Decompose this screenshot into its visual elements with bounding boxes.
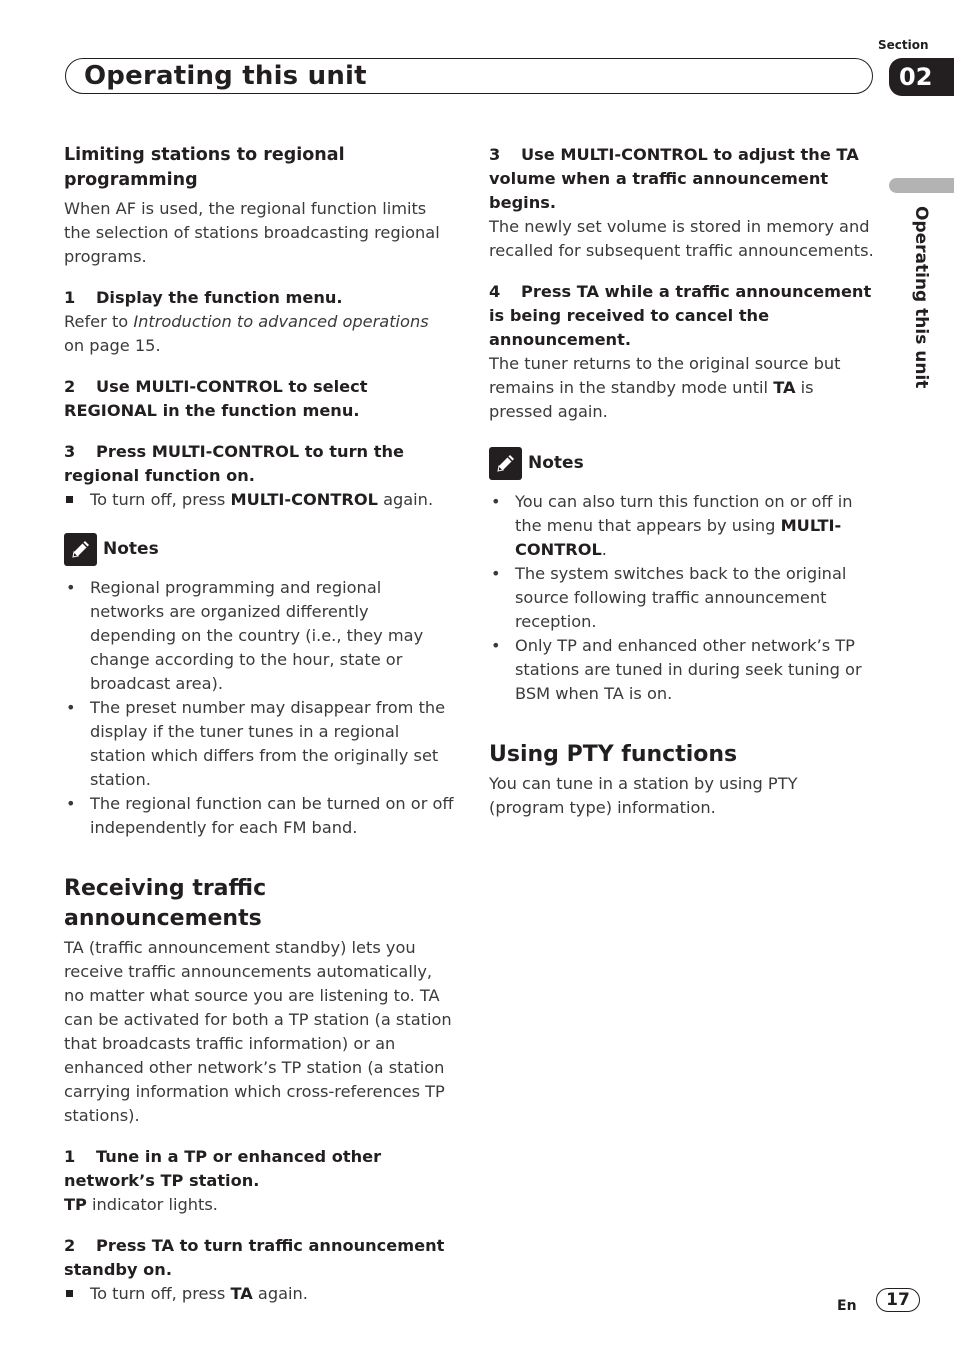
traffic-step-4 <box>489 280 879 352</box>
note-text: The system switches back to the original source following traffic announcement reception. <box>515 564 847 631</box>
traffic-step-1-body <box>64 1193 454 1217</box>
bullet-icon: • <box>66 794 76 813</box>
notes-header <box>489 446 879 480</box>
right-column <box>489 143 879 820</box>
side-tab-label: Operating this unit <box>911 206 931 389</box>
body-text: on page 15. <box>64 336 161 355</box>
bullet-icon: • <box>491 636 501 655</box>
traffic-step-3 <box>489 143 879 215</box>
step-text: Press MULTI-CONTROL to turn the regional function on. <box>64 442 404 485</box>
limiting-step-3-bullets <box>64 488 454 512</box>
notes-header <box>64 532 454 566</box>
pty-heading: Using PTY functions <box>489 742 738 767</box>
pty-body: You can tune in a station by using PTY (program type) information. <box>489 774 798 817</box>
step-text: Use MULTI-CONTROL to select REGIONAL in the function menu. <box>64 377 368 420</box>
bullet-icon: • <box>66 698 76 717</box>
list-item <box>489 490 879 562</box>
page-title: Operating this unit <box>84 61 367 91</box>
indicator-name: TP <box>64 1195 87 1214</box>
limiting-step-2 <box>64 375 454 423</box>
square-bullet-icon <box>66 496 73 503</box>
note-text: . <box>601 540 607 559</box>
left-column <box>64 143 454 1306</box>
step-number: 3 <box>489 145 501 164</box>
list-item <box>64 576 454 696</box>
list-item <box>64 488 454 512</box>
notes-pencil-icon <box>489 447 522 480</box>
traffic-step-2-bullets <box>64 1282 454 1306</box>
step-number: 1 <box>64 288 76 307</box>
note-text: Only TP and enhanced other network’s TP stations are tuned in during seek tuning or BSM when TA is on. <box>515 636 862 703</box>
body-text: To turn off, press <box>90 1284 231 1303</box>
step-number: 1 <box>64 1147 76 1166</box>
traffic-heading: Receiving traffic announcements <box>64 876 267 931</box>
note-text: The regional function can be turned on or off independently for each FM band. <box>90 794 454 837</box>
body-text: The tuner returns to the original source but remains in the standby mode until <box>489 354 841 397</box>
limiting-step-1 <box>64 286 454 310</box>
button-name: MULTI-CONTROL <box>515 516 842 559</box>
traffic-step-4-body <box>489 352 879 424</box>
button-name: MULTI-CONTROL <box>230 490 378 509</box>
step-number: 2 <box>64 1236 76 1255</box>
notes-pencil-icon <box>64 533 97 566</box>
body-text: again. <box>252 1284 308 1303</box>
list-item <box>489 634 879 706</box>
body-text: Refer to <box>64 312 134 331</box>
step-text: Press TA to turn traffic announcement standby on. <box>64 1236 445 1279</box>
traffic-intro: TA (traffic announcement standby) lets you receive traffic announcements automatically, no matter what source you are listening to. TA can be activated for both a TP station (a station that broadcasts traffic information) or an enhanced other network’s TP station (a station carrying information which cross-references TP stations). <box>64 938 452 1125</box>
note-text: Regional programming and regional networks are organized differently depending on the country (i.e., they may change according to the hour, state or broadcast area). <box>90 578 424 693</box>
page-number: 17 <box>876 1288 920 1312</box>
traffic-step-2 <box>64 1234 454 1282</box>
language-label: En <box>837 1298 857 1314</box>
traffic-step-3-body: The newly set volume is stored in memory and recalled for subsequent traffic announcements. <box>489 217 874 260</box>
list-item <box>489 562 879 634</box>
side-tab-marker <box>889 178 954 193</box>
limiting-intro: When AF is used, the regional function limits the selection of stations broadcasting regional programs. <box>64 199 440 266</box>
section-label: Section <box>878 38 929 52</box>
step-number: 3 <box>64 442 76 461</box>
notes-label: Notes <box>103 539 159 559</box>
body-text: is pressed again. <box>489 378 814 421</box>
body-text: again. <box>377 490 434 509</box>
notes-label: Notes <box>528 453 584 473</box>
note-text: You can also turn this function on or off in the menu that appears by using <box>515 492 853 535</box>
limiting-step-1-body <box>64 310 434 358</box>
limiting-heading: Limiting stations to regional programming <box>64 145 345 190</box>
section-number: 02 <box>899 63 933 91</box>
square-bullet-icon <box>66 1290 73 1297</box>
body-text: indicator lights. <box>86 1195 218 1214</box>
bullet-icon: • <box>66 578 76 597</box>
limiting-step-3 <box>64 440 454 488</box>
note-text: The preset number may disappear from the display if the tuner tunes in a regional station which differs from the originally set station. <box>90 698 446 789</box>
step-text: Tune in a TP or enhanced other network’s TP station. <box>64 1147 382 1190</box>
list-item <box>64 696 454 792</box>
traffic-notes <box>489 490 879 706</box>
button-name: TA <box>773 378 796 397</box>
traffic-step-1 <box>64 1145 454 1193</box>
cross-reference: Introduction to advanced operations <box>133 312 429 331</box>
step-number: 2 <box>64 377 76 396</box>
bullet-icon: • <box>491 564 501 583</box>
body-text: To turn off, press <box>90 490 231 509</box>
step-text: Press TA while a traffic announcement is being received to cancel the announcement. <box>489 282 872 349</box>
step-text: Display the function menu. <box>96 288 343 307</box>
list-item <box>64 792 454 840</box>
button-name: TA <box>230 1284 253 1303</box>
limiting-notes <box>64 576 454 840</box>
step-text: Use MULTI-CONTROL to adjust the TA volume when a traffic announcement begins. <box>489 145 859 212</box>
step-number: 4 <box>489 282 501 301</box>
list-item <box>64 1282 454 1306</box>
bullet-icon: • <box>491 492 501 511</box>
